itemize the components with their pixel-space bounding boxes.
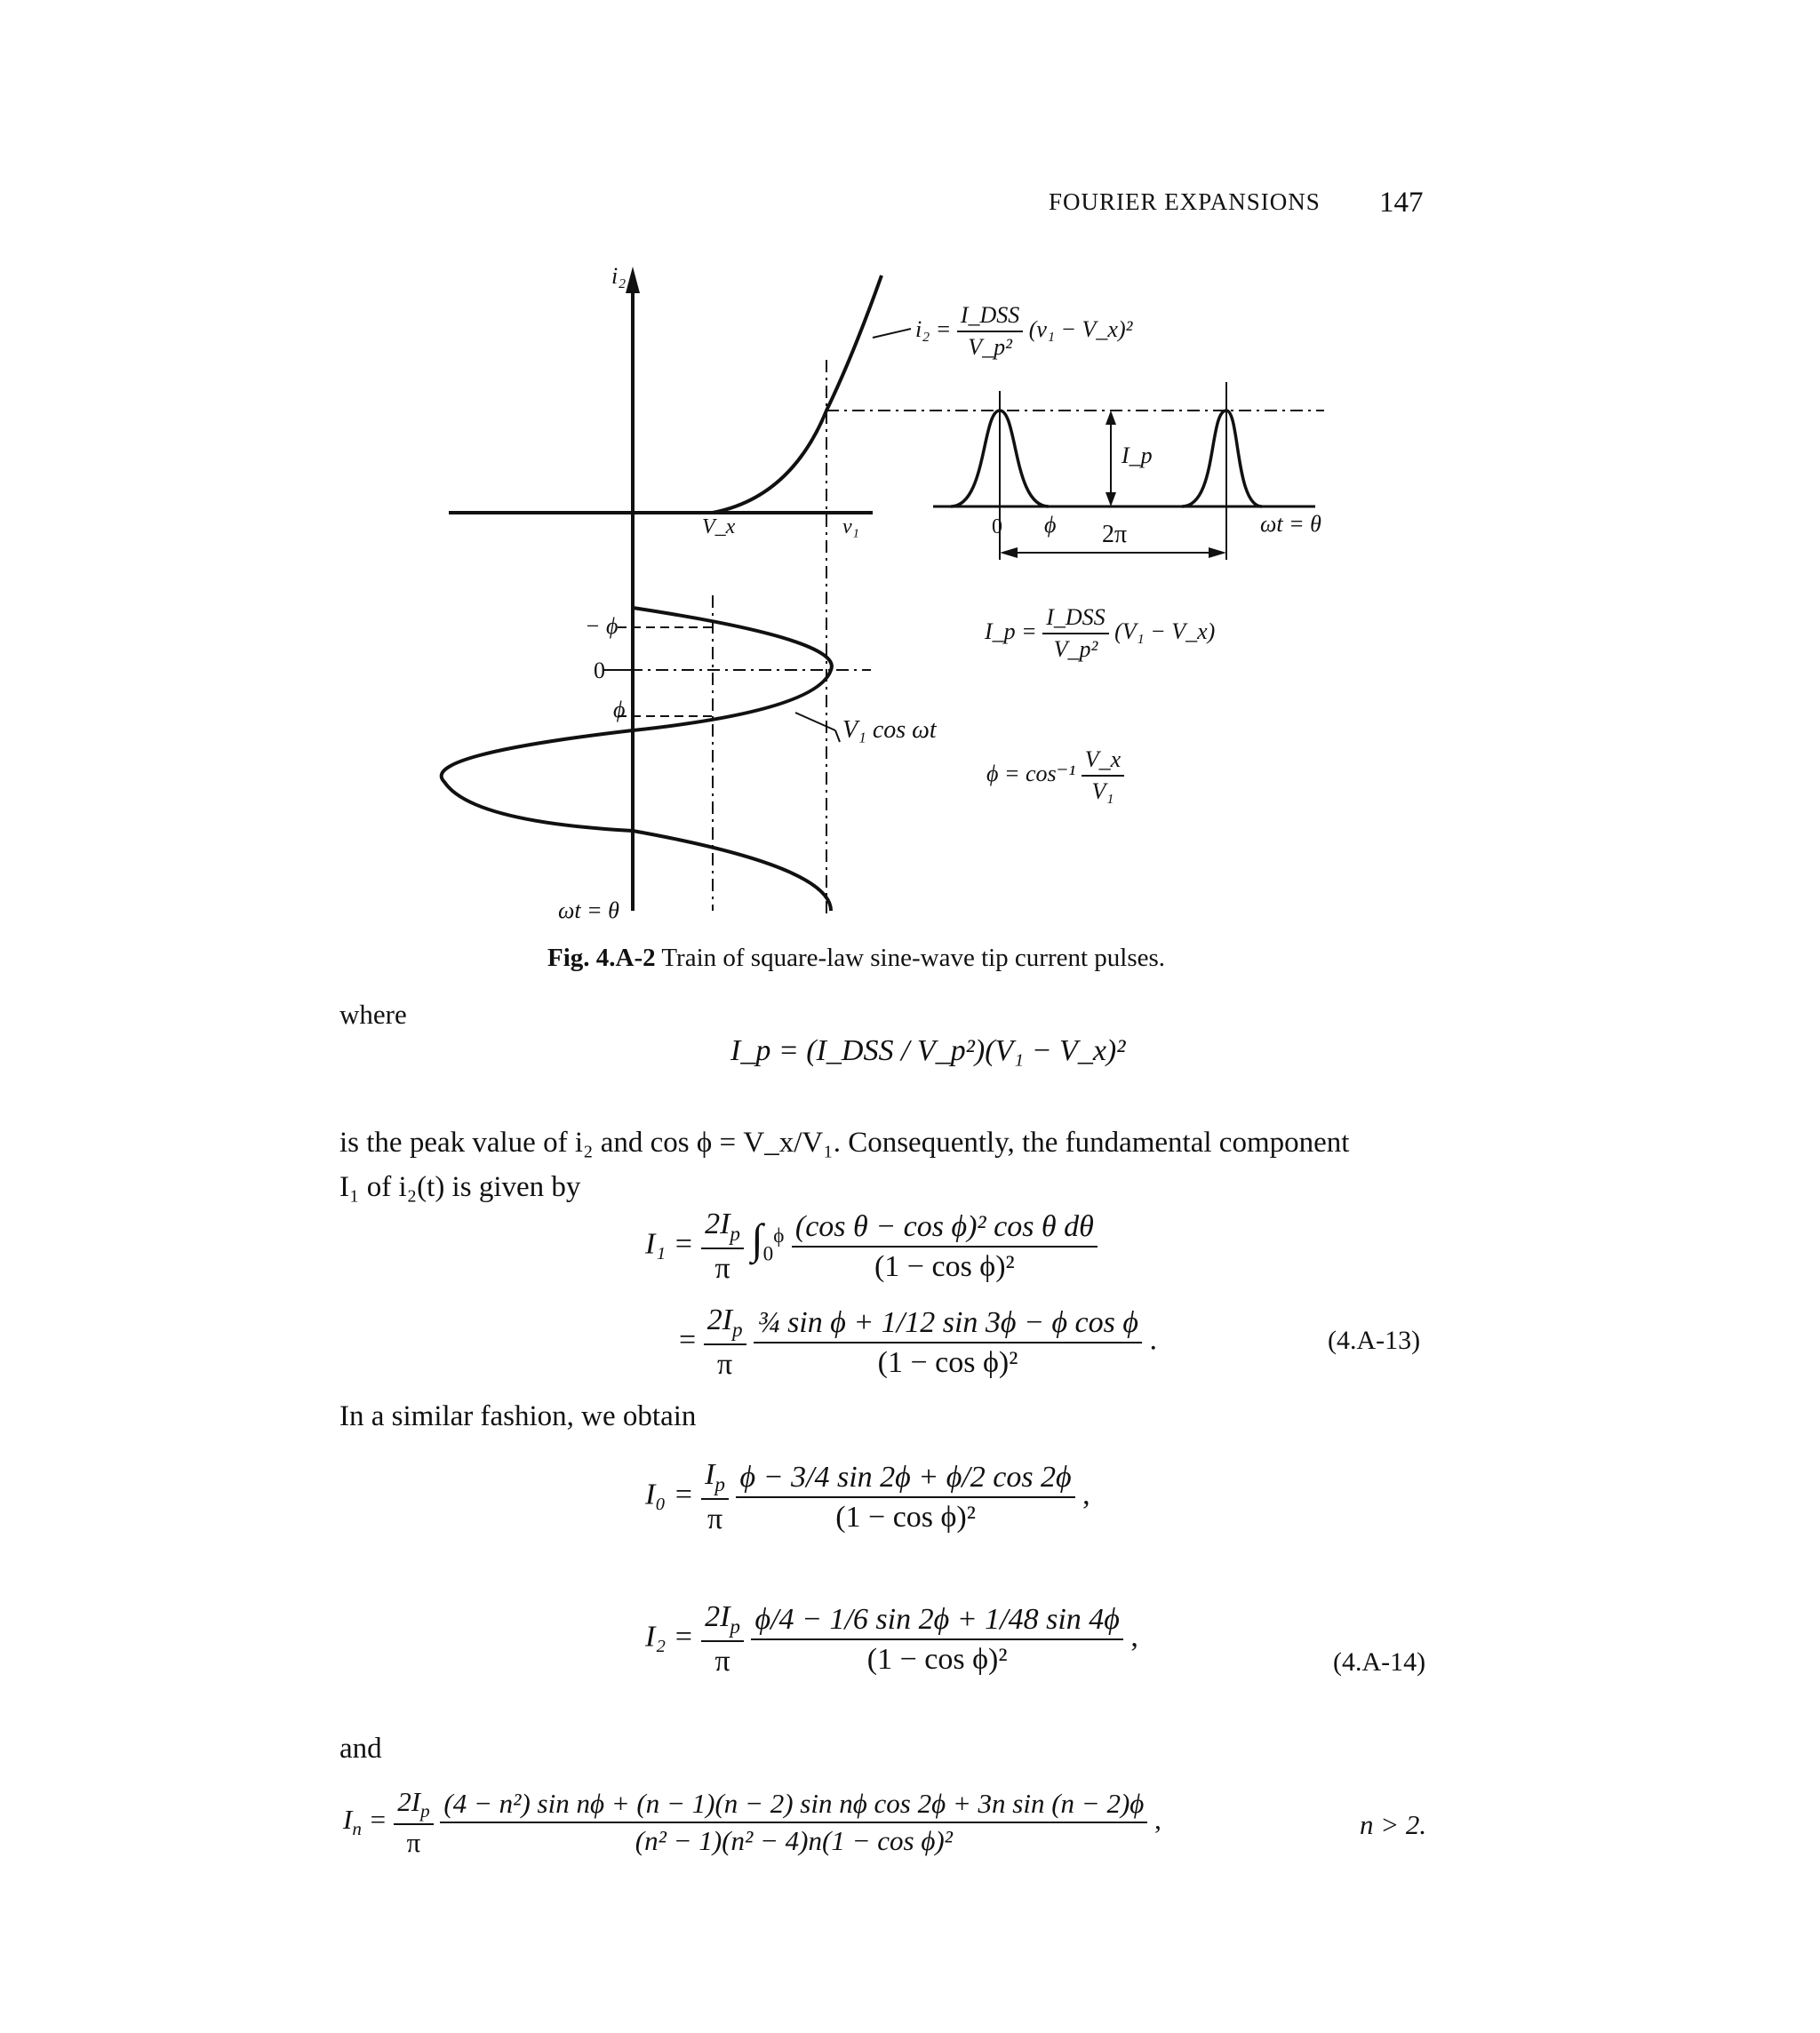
pulse-2 <box>1182 411 1262 506</box>
label-ip: I_p <box>1122 442 1153 468</box>
text-peak-value-line2: I₁ of i₂(t) is given by <box>339 1171 581 1203</box>
figure-caption-label: Fig. 4.A-2 <box>547 944 656 972</box>
figure-phi-equation: ϕ = cos⁻¹ $\frac{V\_x}{\text{V₁}}$ <box>986 746 1124 805</box>
text-where: where <box>339 999 407 1030</box>
page-number: 147 <box>1379 187 1424 219</box>
text-peak-value-line1: is the peak value of i₂ and cos ϕ = V_x/V₁. Consequently, the fundamental component <box>339 1127 1350 1159</box>
label-zero-pulse: 0 <box>992 515 1002 538</box>
label-wt-theta-bottom: ωt = θ <box>558 897 619 923</box>
label-vx: V_x <box>702 515 736 538</box>
figure-ip-equation: I_p = $\frac{\text{I\_DSS}}{\text{V\_p²}}$ (V₁ − V_x) <box>985 604 1216 662</box>
figure-caption <box>547 944 1165 973</box>
equation-i1-result: = $\frac{2I_p}{\pi}$ $\frac{\text{¾ sin ϕ + 1/12 sin 3ϕ − ϕ cos ϕ}}{\text{(1 − cos ϕ)²}}$ . <box>679 1304 1157 1382</box>
label-v1: v₁ <box>842 515 859 538</box>
equation-tag-4A13: (4.A-13) <box>1328 1326 1421 1355</box>
equation-in: $I_n$ = $\frac{2I_p}{\pi}$ (4 − n²) sin nϕ + (n − 1)(n − 2) sin nϕ cos 2ϕ + 3n sin (n − 2)ϕ (n² − 1)(n² − 4)n(1 − cos ϕ)² , <box>343 1786 1161 1859</box>
running-header: FOURIER EXPANSIONS <box>1049 188 1321 215</box>
square-law-curve <box>713 275 882 513</box>
label-neg-phi: − ϕ <box>585 613 619 639</box>
equation-i1-integral: I₁ = $\frac{2I_p}{\pi}$ $\int_0^\phi$ $\frac{\text{(cos θ − cos ϕ)² cos θ dθ}}{\text{(1 − cos ϕ)²}}$ <box>645 1207 1098 1286</box>
label-zero-left: 0 <box>594 658 605 683</box>
equation-tag-4A14: (4.A-14) <box>1333 1647 1426 1677</box>
equation-ip-definition: I_p = (I_DSS / V_p²)(V₁ − V_x)² <box>730 1034 1126 1067</box>
equation-n-condition: n > 2. <box>1360 1809 1427 1840</box>
figure-caption-text: Train of square-law sine-wave tip current pulses. <box>661 944 1166 972</box>
label-v1-cos: V₁ cos ωt <box>842 716 937 744</box>
figure-square-law-pulses <box>0 0 1820 977</box>
label-two-pi: 2π <box>1102 521 1128 548</box>
label-i2-axis: i₂ <box>611 263 627 289</box>
label-wt-theta-right: ωt = θ <box>1260 511 1321 537</box>
equation-i2: I₂ = $\frac{2I_p}{\pi}$ $\frac{\phi/4 - 1/6 \sin 2\phi + 1/48 \sin 4\phi}{\text{(1 − cos ϕ)²}}$ , <box>645 1600 1138 1678</box>
text-similar-fashion: In a similar fashion, we obtain <box>339 1400 697 1432</box>
label-phi-left: ϕ <box>613 697 626 722</box>
label-curve-equation: i₂ = $\frac{\text{I\_DSS}}{\text{V\_p²}}$ (v₁ − V_x)² <box>915 302 1133 360</box>
input-sine-wave <box>442 608 832 911</box>
i2-arrowhead <box>626 267 640 293</box>
label-phi-pulse: ϕ <box>1044 512 1057 538</box>
curve-leader <box>873 329 911 338</box>
equation-i0: I₀ = $\frac{I_p}{\pi}$ $\frac{\phi - 3/4 \sin 2\phi + \phi/2 \cos 2\phi}{\text{(1 − cos ϕ)²}}$ , <box>645 1458 1090 1536</box>
text-and: and <box>339 1733 382 1765</box>
